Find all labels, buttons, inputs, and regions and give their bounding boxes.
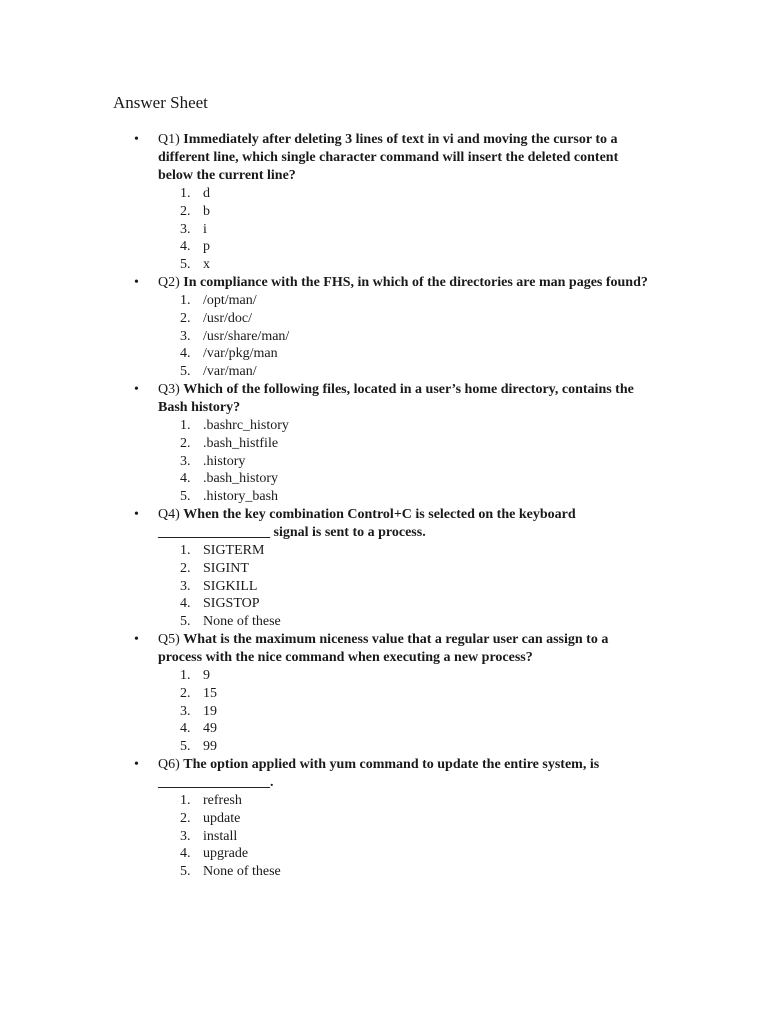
option-number: 4. — [180, 846, 191, 862]
option-item — [0, 488, 768, 506]
bullet-icon: • — [134, 756, 139, 772]
option-number: 4. — [180, 596, 191, 612]
question-item — [0, 274, 768, 381]
option-item — [0, 345, 768, 363]
question-number: Q4) — [158, 506, 180, 522]
option-item — [0, 578, 768, 596]
option-text: SIGTERM — [203, 542, 265, 558]
option-number: 1. — [180, 186, 191, 201]
option-item — [0, 613, 768, 631]
option-number: 4. — [180, 239, 191, 255]
option-text: .bash_history — [203, 471, 279, 487]
option-number: 3. — [180, 578, 191, 594]
option-text: /usr/share/man/ — [203, 328, 290, 344]
option-number: 5. — [180, 864, 191, 880]
option-text: 99 — [203, 739, 217, 755]
option-item — [0, 185, 768, 203]
option-item — [0, 470, 768, 488]
option-list — [0, 792, 768, 881]
option-text: refresh — [203, 792, 242, 808]
option-text: SIGINT — [203, 560, 249, 576]
option-text: .bash_histfile — [203, 435, 279, 451]
option-number: 1. — [180, 542, 191, 558]
option-text: /usr/doc/ — [203, 310, 252, 326]
option-number: 5. — [180, 364, 191, 380]
question-item — [0, 756, 768, 881]
option-number: 1. — [180, 667, 191, 683]
option-text: /opt/man/ — [203, 292, 257, 308]
bullet-icon: • — [134, 631, 139, 647]
option-number: 3. — [180, 221, 191, 237]
option-text: SIGSTOP — [203, 596, 260, 612]
question-text — [158, 274, 648, 292]
option-number: 5. — [180, 257, 191, 273]
bullet-icon: • — [134, 132, 139, 147]
option-item — [0, 221, 768, 239]
option-item — [0, 560, 768, 578]
option-number: 2. — [180, 435, 191, 451]
option-number: 3. — [180, 703, 191, 719]
question-number: Q1) — [158, 132, 180, 147]
option-text: upgrade — [203, 846, 249, 862]
question-text — [158, 756, 648, 792]
option-item — [0, 203, 768, 221]
option-number: 1. — [180, 792, 191, 808]
question-number: Q6) — [158, 756, 180, 772]
option-item — [0, 238, 768, 256]
option-number: 1. — [180, 292, 191, 308]
option-number: 2. — [180, 310, 191, 326]
option-number: 3. — [180, 328, 191, 344]
option-text: d — [203, 186, 210, 201]
question-list — [0, 131, 768, 881]
option-item — [0, 256, 768, 274]
option-item — [0, 435, 768, 453]
question-body: In compliance with the FHS, in which of the directories are man pages found? — [183, 274, 648, 290]
question-text — [158, 131, 648, 185]
option-item — [0, 417, 768, 435]
option-text: SIGKILL — [203, 578, 258, 594]
option-text: i — [203, 221, 207, 237]
option-list — [0, 185, 768, 274]
option-number: 2. — [180, 810, 191, 826]
bullet-icon: • — [134, 274, 139, 290]
option-number: 4. — [180, 346, 191, 362]
option-number: 2. — [180, 203, 191, 219]
option-item — [0, 720, 768, 738]
question-item — [0, 131, 768, 274]
option-text: /var/pkg/man — [203, 346, 278, 362]
option-text: update — [203, 810, 241, 826]
option-number: 2. — [180, 560, 191, 576]
option-list — [0, 417, 768, 506]
option-number: 5. — [180, 614, 191, 630]
option-text: /var/man/ — [203, 364, 257, 380]
option-text: .history_bash — [203, 489, 279, 505]
question-body: The option applied with yum command to update the entire system, is ________________. — [158, 756, 600, 790]
page-title: Answer Sheet — [113, 93, 208, 112]
option-number: 3. — [180, 828, 191, 844]
option-number: 5. — [180, 739, 191, 755]
option-text: p — [203, 239, 210, 255]
question-number: Q3) — [158, 381, 180, 397]
option-item — [0, 363, 768, 381]
option-text: b — [203, 203, 210, 219]
option-list — [0, 292, 768, 381]
option-item — [0, 738, 768, 756]
option-item — [0, 595, 768, 613]
question-item — [0, 506, 768, 631]
option-text: 49 — [203, 721, 217, 737]
option-item — [0, 542, 768, 560]
question-number: Q2) — [158, 274, 180, 290]
question-body: When the key combination Control+C is selected on the keyboard ________________ signal is sent to a process. — [158, 506, 576, 540]
option-item — [0, 703, 768, 721]
question-text — [158, 381, 648, 417]
option-item — [0, 845, 768, 863]
option-item — [0, 810, 768, 828]
question-text — [158, 631, 648, 667]
option-number: 1. — [180, 417, 191, 433]
option-item — [0, 667, 768, 685]
option-text: install — [203, 828, 238, 844]
option-item — [0, 292, 768, 310]
option-list — [0, 667, 768, 756]
option-item — [0, 863, 768, 881]
option-item — [0, 310, 768, 328]
option-text: 15 — [203, 685, 217, 701]
option-text: None of these — [203, 614, 281, 630]
option-text: .history — [203, 453, 246, 469]
option-number: 4. — [180, 721, 191, 737]
question-text — [158, 506, 648, 542]
option-number: 2. — [180, 685, 191, 701]
option-number: 5. — [180, 489, 191, 505]
option-text: x — [203, 257, 210, 273]
question-number: Q5) — [158, 631, 180, 647]
option-text: None of these — [203, 864, 281, 880]
bullet-icon: • — [134, 506, 139, 522]
question-body: What is the maximum niceness value that a regular user can assign to a process with the nice command when executing a new process? — [158, 631, 609, 665]
question-body: Immediately after deleting 3 lines of text in vi and moving the cursor to a different line, which single character command will insert the deleted content below the current line? — [158, 132, 619, 183]
option-number: 3. — [180, 453, 191, 469]
option-item — [0, 828, 768, 846]
question-body: Which of the following files, located in a user’s home directory, contains the Bash history? — [158, 381, 634, 415]
option-text: .bashrc_history — [203, 417, 289, 433]
option-item — [0, 792, 768, 810]
option-list — [0, 542, 768, 631]
bullet-icon: • — [134, 381, 139, 397]
question-item — [0, 631, 768, 756]
option-item — [0, 328, 768, 346]
option-item — [0, 685, 768, 703]
option-item — [0, 453, 768, 471]
option-text: 9 — [203, 667, 210, 683]
option-text: 19 — [203, 703, 217, 719]
question-item — [0, 381, 768, 506]
option-number: 4. — [180, 471, 191, 487]
